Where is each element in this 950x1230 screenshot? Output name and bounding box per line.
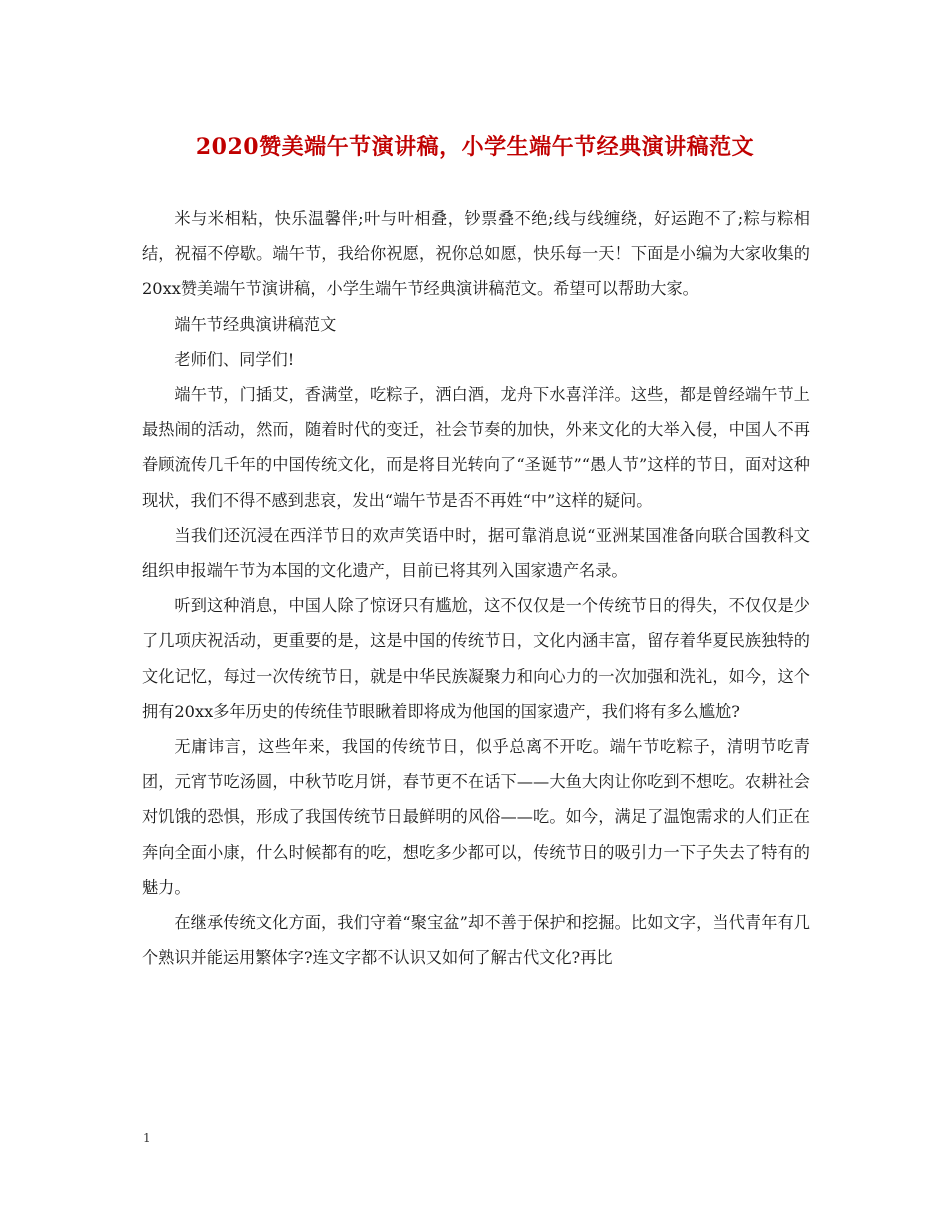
- paragraph: 在继承传统文化方面，我们守着“聚宝盆”却不善于保护和挖掘。比如文字，当代青年有几个熟识并能运用繁体字?连文字都不认识又如何了解古代文化?再比: [142, 913, 810, 968]
- paragraph: 老师们、同学们!: [174, 349, 295, 369]
- page-number: 1: [143, 1131, 151, 1145]
- document-title: 2020赞美端午节演讲稿，小学生端午节经典演讲稿范文: [195, 134, 755, 160]
- paragraph: 米与米相粘，快乐温馨伴;叶与叶相叠，钞票叠不绝;线与线缠绕，好运跑不了;粽与粽相结，祝福不停歇。端午节，我给你祝愿，祝你总如愿，快乐每一天！下面是小编为大家收集的20xx赞美端午节演讲稿，小学生端午节经典演讲稿范文。希望可以帮助大家。: [142, 209, 810, 299]
- paragraph: 端午节经典演讲稿范文: [174, 314, 337, 334]
- paragraph: 端午节，门插艾，香满堂，吃粽子，洒白酒，龙舟下水喜洋洋。这些，都是曾经端午节上最热闹的活动，然而，随着时代的变迁，社会节奏的加快，外来文化的大举入侵，中国人不再眷顾流传几千年的中国传统文化，而是将目光转向了“圣诞节”“愚人节”这样的节日，面对这种现状，我们不得不感到悲哀，发出“端午节是否不再姓“中”这样的疑问。: [142, 385, 810, 510]
- paragraph: 无庸讳言，这些年来，我国的传统节日，似乎总离不开吃。端午节吃粽子，清明节吃青团，元宵节吃汤圆，中秋节吃月饼，春节更不在话下——大鱼大肉让你吃到不想吃。农耕社会对饥饿的恐惧，形成了我国传统节日最鲜明的风俗——吃。如今，满足了温饱需求的人们正在奔向全面小康，什么时候都有的吃，想吃多少都可以，传统节日的吸引力一下子失去了特有的魅力。: [142, 737, 810, 897]
- paragraph: 听到这种消息，中国人除了惊讶只有尴尬，这不仅仅是一个传统节日的得失，不仅仅是少了几项庆祝活动，更重要的是，这是中国的传统节日，文化内涵丰富，留存着华夏民族独特的文化记忆，每过一次传统节日，就是中华民族凝聚力和向心力的一次加强和洗礼，如今，这个拥有20xx多年历史的传统佳节眼瞅着即将成为他国的国家遗产，我们将有多么尴尬?: [142, 596, 810, 721]
- document-body: [142, 201, 810, 975]
- paragraph: 当我们还沉浸在西洋节日的欢声笑语中时，据可靠消息说“亚洲某国准备向联合国教科文组织申报端午节为本国的文化遗产，目前已将其列入国家遗产名录。: [142, 525, 810, 581]
